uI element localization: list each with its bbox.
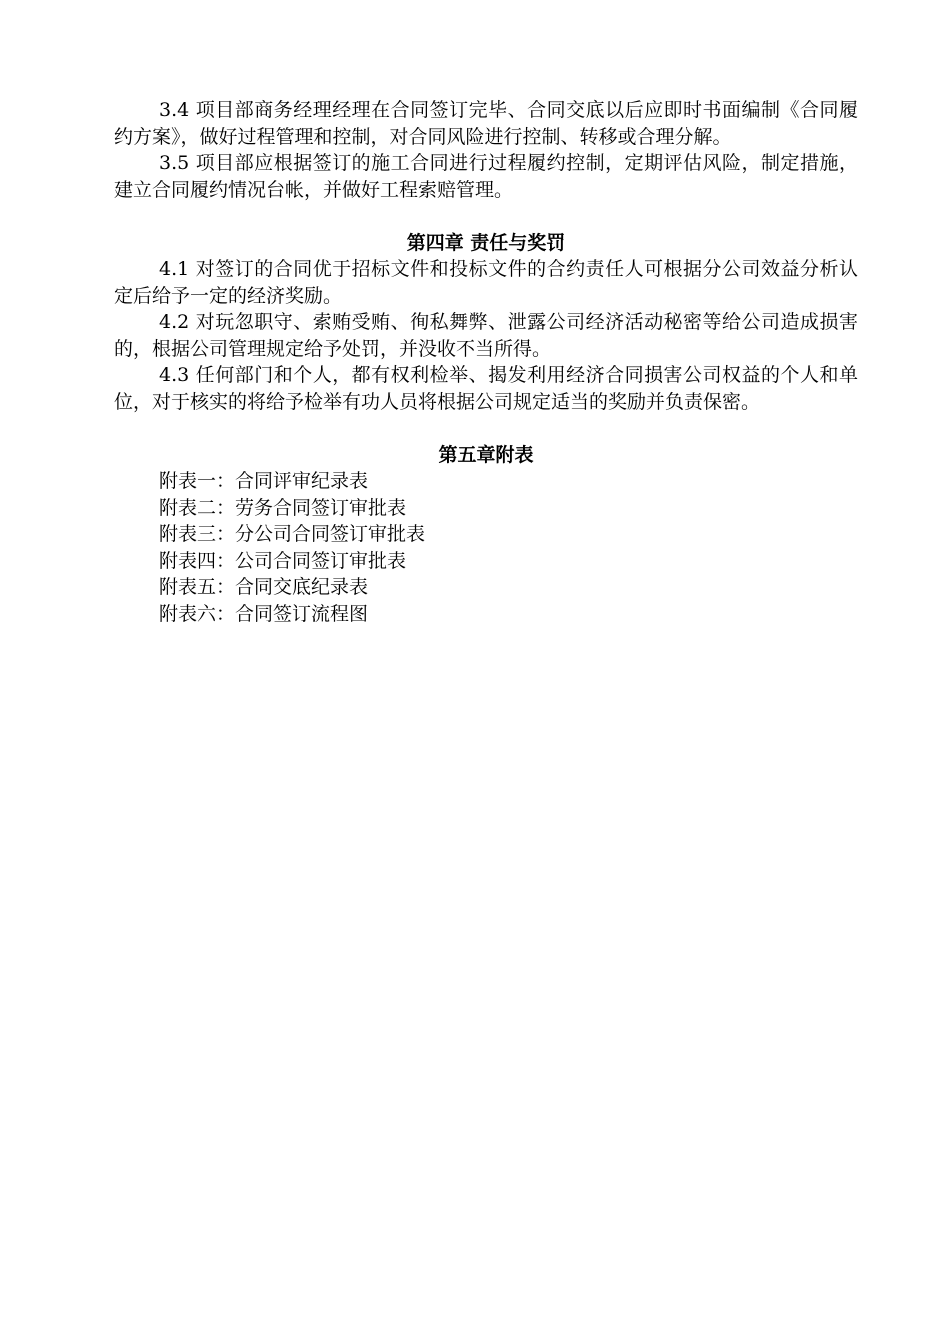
- clause-4-1: 4.1 对签订的合同优于招标文件和投标文件的合约责任人可根据分公司效益分析认定后给予一定的经济奖励。: [114, 258, 858, 307]
- chapter-4-title: 第四章 责任与奖罚: [406, 231, 566, 254]
- chapter-5-title: 第五章附表: [438, 443, 534, 466]
- appendix-item-1: 附表一：合同评审纪录表: [159, 470, 369, 492]
- spacer: [114, 203, 858, 230]
- appendix-item-5: 附表五：合同交底纪录表: [159, 576, 369, 598]
- appendix-item-3: 附表三：分公司合同签订审批表: [159, 523, 426, 545]
- appendix-item-4: 附表四：公司合同签订审批表: [159, 549, 407, 572]
- appendix-item-2: 附表二：劳务合同签订审批表: [159, 496, 407, 519]
- spacer: [114, 415, 858, 442]
- document-page: [114, 97, 858, 627]
- clause-3-5: 3.5 项目部应根据签订的施工合同进行过程履约控制，定期评估风险，制定措施，建立合同履约情况台帐，并做好工程索赔管理。: [114, 152, 858, 201]
- appendix-list: [114, 468, 858, 627]
- clause-4-2: 4.2 对玩忽职守、索贿受贿、徇私舞弊、泄露公司经济活动秘密等给公司造成损害的，根据公司管理规定给予处罚，并没收不当所得。: [114, 311, 858, 360]
- clause-3-4: 3.4 项目部商务经理经理在合同签订完毕、合同交底以后应即时书面编制《合同履约方案》，做好过程管理和控制，对合同风险进行控制、转移或合理分解。: [114, 99, 858, 148]
- appendix-item-6: 附表六：合同签订流程图: [159, 602, 369, 625]
- clause-4-3: 4.3 任何部门和个人，都有权利检举、揭发利用经济合同损害公司权益的个人和单位，对于核实的将给予检举有功人员将根据公司规定适当的奖励并负责保密。: [114, 364, 858, 413]
